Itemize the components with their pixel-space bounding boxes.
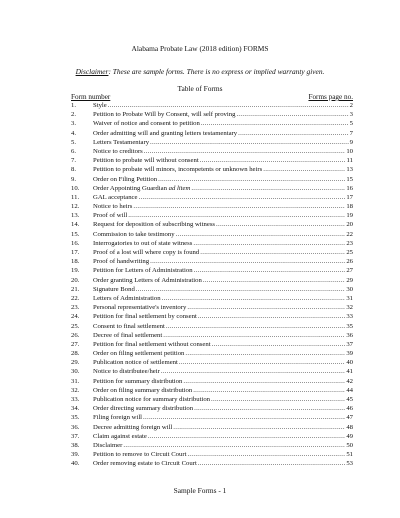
toc-entry-name-text: Order directing summary distribution [93, 405, 194, 413]
toc-entry-page: 37 [346, 340, 353, 348]
toc-entry-name-text: Claim against estate [93, 432, 147, 440]
toc-entry-name-text: Order Appointing Guardian [93, 184, 167, 192]
toc-entry-number: 2. [71, 111, 77, 119]
toc-entry[interactable] [71, 110, 353, 119]
toc-entry-leader-dots [183, 377, 345, 386]
toc-entry-number: 15. [71, 230, 80, 238]
toc-entry[interactable] [71, 101, 353, 110]
toc-entry-leader-dots [150, 257, 345, 266]
toc-entry-number: 14. [71, 221, 80, 229]
toc-entry[interactable] [71, 248, 353, 257]
toc-entry-name [93, 266, 193, 275]
toc-entry-name [93, 211, 127, 220]
toc-entry-number: 8. [71, 166, 77, 174]
toc-entry-number: 5. [71, 138, 77, 146]
toc-entry-page: 20 [346, 221, 353, 229]
toc-entry-name [93, 184, 190, 193]
toc-entry-name-text: Petition to probate will without consent [93, 157, 199, 165]
toc-entry[interactable] [71, 175, 353, 184]
toc-entry-number: 21. [71, 285, 80, 293]
toc-entry-name-text: Petition for final settlement by consent [93, 313, 197, 321]
toc-entry-number: 3. [71, 120, 77, 128]
toc-entry-page: 30 [346, 285, 353, 293]
toc-entry-name [93, 175, 157, 184]
toc-entry-leader-dots [139, 193, 346, 202]
toc-entry-page: 10 [346, 147, 353, 155]
toc-entry-leader-dots [191, 184, 345, 193]
toc-entry[interactable] [71, 230, 353, 239]
toc-entry-name-text: Order on Filing Petition [93, 175, 158, 183]
toc-entry-name-text: GAL acceptance [93, 193, 138, 201]
toc-entry-name-text: Order admitting will and granting letters testamentary [93, 129, 238, 137]
toc-entry-leader-dots [198, 312, 345, 321]
toc-entry-name [93, 395, 210, 404]
toc-entry-number: 18. [71, 258, 80, 266]
toc-entry-page: 41 [346, 368, 353, 376]
toc-entry[interactable] [71, 450, 353, 459]
toc-entry-name [93, 147, 143, 156]
page-footer: Sample Forms - 1 [173, 486, 227, 495]
toc-entry-name-text: Order granting Letters of Administration [93, 276, 202, 284]
toc-entry-page: 23 [346, 239, 353, 247]
toc-entry-number: 28. [71, 350, 80, 358]
toc-entry-number: 9. [71, 175, 77, 183]
toc-entry[interactable] [71, 441, 353, 450]
toc-entry-name [93, 276, 202, 285]
toc-entry-page: 27 [346, 267, 353, 275]
toc-entry-name-text: Letters of Administration [93, 294, 161, 302]
toc-entry-name-text: Waiver of notice and consent to petition [93, 120, 200, 128]
toc-col-form-number: Form number [71, 93, 111, 101]
toc-entry-name [93, 413, 142, 422]
toc-entry[interactable] [71, 257, 353, 266]
toc-entry-leader-dots [203, 276, 345, 285]
toc-entry-name [93, 138, 149, 147]
toc-entry-leader-dots [194, 404, 345, 413]
toc-entry[interactable] [71, 156, 353, 165]
toc-entry-name [93, 423, 172, 432]
toc-entry-number: 32. [71, 386, 80, 394]
toc-entry-leader-dots [263, 165, 345, 174]
toc-entry-name-text: Proof of handwriting [93, 258, 150, 266]
toc-entry-leader-dots [179, 358, 345, 367]
toc-col-page-number: Forms page no. [308, 93, 353, 101]
toc-entry-name [93, 432, 147, 441]
toc-entry-leader-dots [144, 147, 346, 156]
toc-entry-leader-dots [201, 119, 349, 128]
toc-entry-leader-dots [123, 441, 345, 450]
toc-entry-leader-dots [143, 413, 345, 422]
toc-entry-page: 3 [349, 111, 353, 119]
toc-entry-name [93, 367, 160, 376]
toc-entry-page: 47 [346, 414, 353, 422]
toc-entry[interactable] [71, 285, 353, 294]
toc-entry-name [93, 101, 107, 110]
toc-entry-leader-dots [185, 349, 345, 358]
toc-entry-name-text: Filing foreign will [93, 414, 143, 422]
toc-entry-leader-dots [238, 129, 349, 138]
toc-entry-name [93, 294, 161, 303]
toc-entry-page: 45 [346, 396, 353, 403]
toc-entry-name [93, 110, 235, 119]
toc-entry-number: 35. [71, 414, 80, 422]
toc-entry-number: 31. [71, 377, 80, 385]
toc-entry-page: 49 [346, 432, 353, 440]
toc-entry-leader-dots [163, 331, 345, 340]
toc-entry-name-text: Order removing estate to Circuit Court [93, 460, 197, 468]
toc-entry-number: 10. [71, 184, 80, 192]
toc-entry[interactable] [71, 386, 353, 395]
toc-entry-number: 6. [71, 147, 77, 155]
toc-entry-leader-dots [193, 386, 345, 395]
toc-entry-page: 11 [346, 157, 353, 165]
toc-entry-name-text: Style [93, 102, 107, 109]
toc-title: Table of Forms [177, 84, 223, 93]
toc-entry-name-text: Order on filing summary distribution [93, 386, 193, 394]
disclaimer [0, 67, 400, 76]
toc-entry-leader-dots [198, 459, 345, 468]
toc-entry-name [93, 322, 165, 331]
toc-entry-page: 18 [346, 203, 353, 211]
toc-entry[interactable] [71, 322, 353, 331]
toc-entry-name [93, 358, 178, 367]
toc-entry-number: 26. [71, 331, 80, 339]
toc-entry-number: 1. [71, 102, 77, 109]
toc-header [71, 93, 353, 101]
toc-entry-leader-dots [161, 367, 345, 376]
toc-entry-number: 27. [71, 340, 80, 348]
toc-entry-page: 35 [346, 322, 353, 330]
toc-entry-name-text: Notice to heirs [93, 203, 133, 211]
toc-entry-page: 40 [346, 359, 353, 367]
toc-entry-name-text: Letters Testamentary [93, 138, 150, 146]
toc-entry-name [93, 193, 138, 202]
toc-entry-page: 19 [346, 212, 353, 220]
toc-entry-name [93, 441, 122, 450]
toc-entry-name [93, 377, 182, 386]
toc-entry-page: 48 [346, 423, 353, 431]
toc-entry[interactable] [71, 331, 353, 340]
toc-entry-number: 40. [71, 460, 80, 468]
toc-entry[interactable] [71, 193, 353, 202]
toc-entry-page: 42 [346, 377, 353, 385]
toc-entry-leader-dots [194, 266, 346, 275]
toc-entry-number: 33. [71, 396, 80, 403]
toc-entry-page: 51 [346, 451, 353, 459]
toc-entry-name-text: Petition for summary distribution [93, 377, 183, 385]
toc-entry-name [93, 129, 237, 138]
toc-entry-leader-dots [158, 175, 345, 184]
toc-entry-number: 29. [71, 359, 80, 367]
toc-entry-number: 22. [71, 294, 80, 302]
toc-entry[interactable] [71, 129, 353, 138]
toc-entry-name [93, 340, 211, 349]
toc-entry-name-text: Personal representative's inventory [93, 304, 187, 312]
toc-entry[interactable] [71, 119, 353, 128]
toc-entry-page: 31 [346, 294, 353, 302]
toc-entry-name-text: Petition for Letters of Administration [93, 267, 193, 275]
toc-entry-leader-dots [128, 211, 345, 220]
toc-entry-name-text: Request for deposition of subscribing witness [93, 221, 216, 229]
toc-entry-name [93, 303, 186, 312]
toc-entry-name-text: Publication notice for summary distribution [93, 396, 211, 403]
toc-entry-name [93, 220, 215, 229]
toc-entry-number: 16. [71, 239, 80, 247]
toc-entry-leader-dots [193, 239, 345, 248]
document-title: Alabama Probate Law (2018 edition) FORMS [131, 44, 269, 53]
toc-entry-page: 26 [346, 258, 353, 266]
toc-entry-number: 38. [71, 441, 80, 449]
toc-entry-leader-dots [200, 248, 345, 257]
toc-entry-page: 36 [346, 331, 353, 339]
toc-entry-leader-dots [212, 340, 346, 349]
toc-entry[interactable] [71, 312, 353, 321]
toc-entry[interactable] [71, 459, 353, 468]
toc-entry-leader-dots [150, 138, 349, 147]
toc-entry-page: 53 [346, 460, 353, 468]
toc-entry[interactable] [71, 138, 353, 147]
toc-entry[interactable] [71, 184, 353, 193]
toc-entry-name [93, 248, 199, 257]
toc-entry-number: 24. [71, 313, 80, 321]
toc-entry-number: 7. [71, 157, 77, 165]
toc-entry[interactable] [71, 395, 353, 404]
toc-entry-number: 37. [71, 432, 80, 440]
toc-entry[interactable] [71, 276, 353, 285]
toc-entry-number: 36. [71, 423, 80, 431]
toc-entry-name-text: Consent to final settlement [93, 322, 165, 330]
toc-entry-name-text: Publication notice of settlement [93, 359, 178, 367]
toc-entry-page: 5 [349, 120, 353, 128]
toc-entry-name [93, 230, 175, 239]
toc-entry-page: 7 [349, 129, 353, 137]
toc-entry-name-text: Decree of final settlement [93, 331, 163, 339]
toc-entry[interactable] [71, 413, 353, 422]
toc-entry-leader-dots [187, 450, 345, 459]
toc-entry[interactable] [71, 404, 353, 413]
toc-entry-name-text: Notice to creditors [93, 147, 143, 155]
toc-entry-page: 16 [346, 184, 353, 192]
toc-entry[interactable] [71, 432, 353, 441]
toc-entry-page: 13 [346, 166, 353, 174]
toc-entry-name [93, 386, 192, 395]
toc-entry-name-text: Order on filing settlement petition [93, 350, 185, 358]
toc-entry-leader-dots [148, 432, 345, 441]
toc-entry[interactable] [71, 239, 353, 248]
toc-entry-leader-dots [216, 220, 345, 229]
toc-entry-number: 23. [71, 304, 80, 312]
toc-entry-leader-dots [211, 395, 345, 404]
toc-entry-name-text: Disclaimer [93, 441, 123, 449]
toc-entry-page: 9 [349, 138, 353, 146]
toc-entry[interactable] [71, 294, 353, 303]
toc-entry-name-text: Decree admitting foreign will [93, 423, 173, 431]
toc-entry-name [93, 404, 193, 413]
toc-entry-number: 11. [71, 193, 80, 201]
toc-entry-name [93, 119, 200, 128]
toc-entry-name [93, 285, 135, 294]
toc-entry-page: 17 [346, 193, 353, 201]
toc-entry-name [93, 257, 149, 266]
toc-entry-page: 29 [346, 276, 353, 284]
toc-entry-name [93, 331, 162, 340]
toc-entry-name [93, 239, 192, 248]
toc-entry-name [93, 165, 262, 174]
table-of-forms [71, 101, 353, 469]
toc-entry-page: 44 [346, 386, 353, 394]
toc-entry-number: 30. [71, 368, 80, 376]
toc-entry[interactable] [71, 211, 353, 220]
toc-entry-page: 25 [346, 249, 353, 256]
toc-entry[interactable] [71, 303, 353, 312]
toc-entry-leader-dots [166, 322, 345, 331]
toc-entry[interactable] [71, 377, 353, 386]
toc-entry-page: 22 [346, 230, 353, 238]
toc-entry-number: 17. [71, 249, 80, 256]
toc-entry[interactable] [71, 340, 353, 349]
toc-entry-name-text: Notice to distributee/heir [93, 368, 160, 376]
toc-entry-name-text: Proof of a lost will where copy is found [93, 249, 200, 256]
toc-entry-name [93, 459, 197, 468]
toc-entry-leader-dots [176, 230, 346, 239]
toc-entry-page: 50 [346, 441, 353, 449]
toc-entry-name [93, 349, 184, 358]
toc-entry-name-text: Petition to remove to Circuit Court [93, 451, 187, 459]
toc-entry-name [93, 156, 199, 165]
toc-entry[interactable] [71, 165, 353, 174]
toc-entry-leader-dots [162, 294, 346, 303]
toc-entry-name-text: Petition to probate will minors, incompetents or unknown heirs [93, 166, 263, 174]
toc-entry-leader-dots [187, 303, 345, 312]
toc-entry-leader-dots [200, 156, 346, 165]
toc-entry-name [93, 202, 132, 211]
toc-entry-number: 25. [71, 322, 80, 330]
toc-entry-name-text: Interrogatories to out of state witness [93, 239, 193, 247]
toc-entry-name-text: Signature Bond [93, 285, 135, 293]
toc-entry-number: 19. [71, 267, 80, 275]
toc-entry-leader-dots [136, 285, 346, 294]
toc-entry[interactable] [71, 147, 353, 156]
toc-entry-page: 39 [346, 350, 353, 358]
toc-entry-name-text: Commission to take testimony [93, 230, 175, 238]
toc-entry[interactable] [71, 349, 353, 358]
toc-entry-number: 13. [71, 212, 80, 220]
toc-entry-page: 32 [346, 304, 353, 312]
toc-entry-name [93, 312, 197, 321]
toc-entry-leader-dots [108, 101, 349, 110]
disclaimer-label: Disclaimer [75, 67, 109, 76]
toc-entry-name-text: Petition to Probate Will by Consent, will self proving [93, 111, 236, 119]
toc-entry[interactable] [71, 202, 353, 211]
toc-entry-number: 39. [71, 451, 80, 459]
toc-entry-number: 12. [71, 203, 80, 211]
toc-entry-leader-dots [236, 110, 348, 119]
toc-entry[interactable] [71, 423, 353, 432]
toc-entry-name-text: Proof of will [93, 212, 128, 220]
toc-entry-page: 2 [349, 102, 353, 109]
disclaimer-text: : These are sample forms. There is no express or implied warranty given. [108, 67, 325, 76]
toc-entry-page: 46 [346, 405, 353, 413]
toc-entry-page: 15 [346, 175, 353, 183]
toc-entry-number: 4. [71, 129, 77, 137]
toc-entry-page: 33 [346, 313, 353, 321]
toc-entry-number: 34. [71, 405, 80, 413]
toc-entry[interactable] [71, 367, 353, 376]
toc-entry-number: 20. [71, 276, 80, 284]
toc-entry-leader-dots [173, 423, 345, 432]
toc-entry-name [93, 450, 186, 459]
toc-entry-name-text: Petition for final settlement without consent [93, 340, 211, 348]
toc-entry-leader-dots [133, 202, 345, 211]
toc-entry[interactable] [71, 358, 353, 367]
toc-entry[interactable] [71, 220, 353, 229]
toc-entry[interactable] [71, 266, 353, 275]
toc-entry-name-italic: ad litem [168, 184, 191, 192]
